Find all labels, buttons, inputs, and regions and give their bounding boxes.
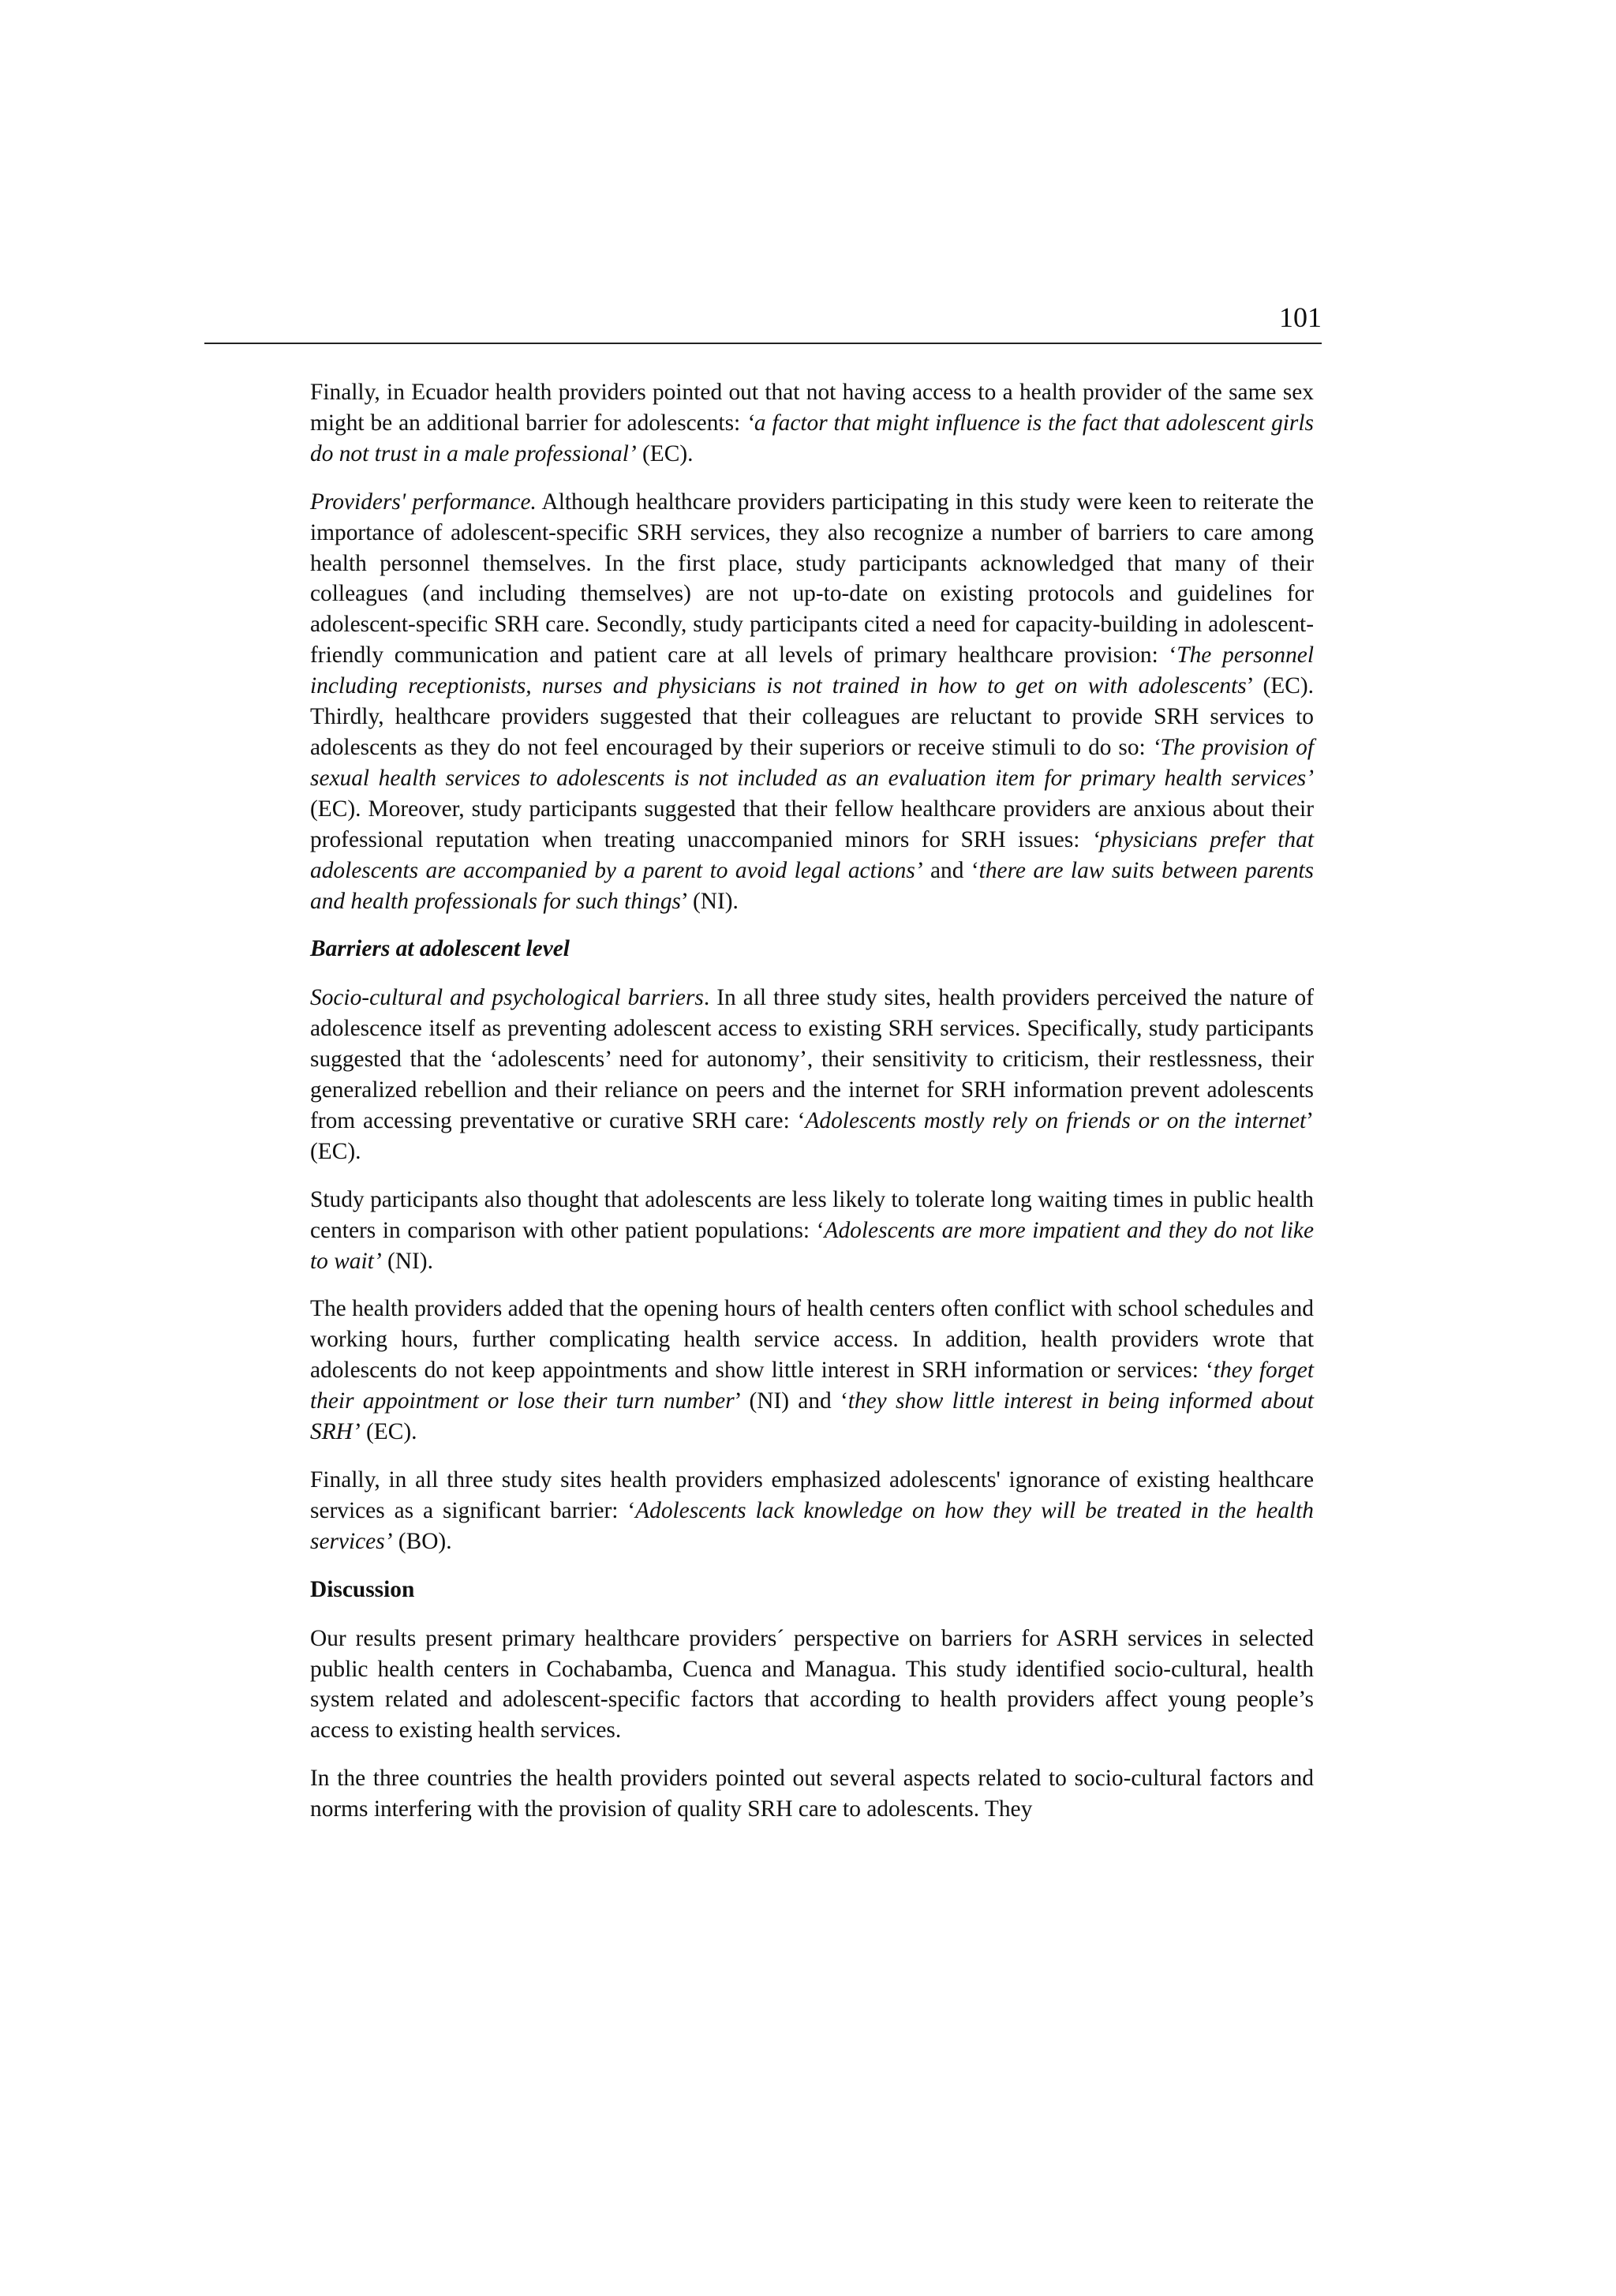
- paragraph-ignorance-services: [310, 1465, 1314, 1557]
- paragraph-providers-performance: [310, 487, 1314, 917]
- header-rule: [204, 343, 1322, 344]
- text-run: Although healthcare providers participating in this study were keen to reiterate the importance of adolescent-specific SRH services, they also recognize a number of barriers to care among health personnel themselves. In the first place, study participants acknowledged that many of their colleagues (and including themselves) are not up-to-date on existing protocols and guidelines for adolescent-specific SRH care. Secondly, study participants cited a need for capacity-building in adolescent-friendly communication and patient care at all levels of primary healthcare provision: ‘: [310, 489, 1315, 669]
- text-run: (NI).: [381, 1248, 433, 1274]
- page-number: 101: [1279, 302, 1322, 333]
- text-run: . In all three study sites, health providers perceived the nature of adolescence itself as preventing adolescent access to existing SRH services. Specifically, study participants suggested that the ‘adolescents’ need for autonomy’, their sensitivity to criticism, their restlessness, their generalized rebellion and their reliance on peers and the internet for SRH information prevent adolescents from accessing preventative or curative SRH care: ‘: [310, 985, 1315, 1133]
- subsection-lead: Socio-cultural and psychological barriers: [310, 985, 704, 1011]
- quote: Adolescents lack knowledge on how they will be treated in the health services’: [310, 1497, 1314, 1554]
- text-run: (EC).: [636, 440, 694, 466]
- paragraph-socio-cultural-barriers: [310, 983, 1314, 1167]
- paragraph-opening-hours: [310, 1294, 1314, 1448]
- quote: there are law suits between parents and health professionals for such things: [310, 857, 1314, 914]
- text-run: ’ (NI).: [681, 888, 739, 914]
- text-run: (BO).: [392, 1528, 452, 1554]
- quote: ‘The provision of sexual health services to adolescents is not included as an evaluation item for primary health services’: [310, 734, 1314, 791]
- quote: The personnel including receptionists, nurses and physicians is not trained in how to get on with adolescents: [310, 642, 1314, 699]
- quote: Adolescents are more impatient and they do not like to wait’: [310, 1217, 1314, 1274]
- paragraph-discussion-results: Our results present primary healthcare providers´ perspective on barriers for ASRH services in selected public health centers in Cochabamba, Cuenca and Managua. This study identified socio-cultural, health system related and adolescent-specific factors that according to health providers affect young people’s access to existing health services.: [310, 1625, 1314, 1744]
- quote: Adolescents mostly rely on friends or on the internet: [805, 1107, 1307, 1133]
- text-run: (EC).: [360, 1419, 417, 1445]
- heading-barriers-adolescent-level: Barriers at adolescent level: [310, 936, 570, 962]
- text-run: and ‘: [922, 857, 979, 883]
- text-run: Study participants also thought that adolescents are less likely to tolerate long waiting times in public health centers in comparison with other patient populations: ‘: [310, 1186, 1314, 1243]
- subsection-lead: Providers' performance.: [310, 489, 537, 515]
- text-run: ’ (EC).: [310, 1107, 1314, 1164]
- paragraph-waiting-times: [310, 1185, 1314, 1277]
- text-run: ’ (EC). Thirdly, healthcare providers suggested that their colleagues are reluctant to provide SRH services to adolescents as they do not feel encouraged by their superiors or receive stimuli to do so:: [310, 673, 1314, 760]
- quote: ‘physicians prefer that adolescents are accompanied by a parent to avoid legal actions’: [310, 826, 1314, 883]
- text-run: Finally, in all three study sites health providers emphasized adolescents' ignorance of existing healthcare services as a significant barrier: ‘: [310, 1467, 1314, 1523]
- quote: they forget their appointment or lose their turn number: [310, 1358, 1314, 1414]
- quote: they show little interest in being informed about SRH’: [310, 1388, 1314, 1445]
- paragraph-ecuador-same-sex: [310, 377, 1314, 470]
- text-run: (EC). Moreover, study participants suggested that their fellow healthcare providers are anxious about their professional reputation when treating unaccompanied minors for SRH issues:: [310, 796, 1314, 852]
- text-run: ’ (NI) and ‘: [734, 1388, 848, 1414]
- text-run: Finally, in Ecuador health providers pointed out that not having access to a health provider of the same sex might be an additional barrier for adolescents:: [310, 380, 1314, 436]
- body-text: [310, 377, 1314, 1842]
- text-run: The health providers added that the opening hours of health centers often conflict with school schedules and working hours, further complicating health service access. In addition, health providers wrote that adolescents do not keep appointments and show little interest in SRH information or services: ‘: [310, 1296, 1314, 1384]
- heading-discussion: Discussion: [310, 1576, 415, 1602]
- paragraph-discussion-countries: In the three countries the health providers pointed out several aspects related to socio-cultural factors and norms interfering with the provision of quality SRH care to adolescents. They: [310, 1766, 1314, 1822]
- quote: ‘a factor that might influence is the fact that adolescent girls do not trust in a male professional’: [310, 410, 1314, 466]
